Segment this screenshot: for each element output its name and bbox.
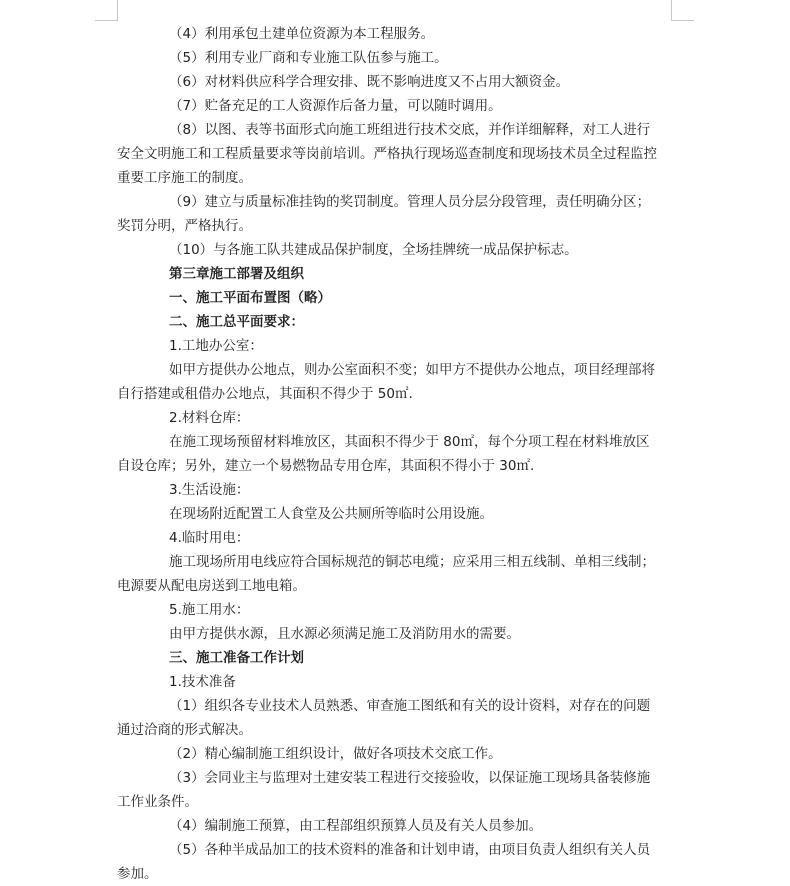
paragraph-line: （4）编制施工预算，由工程部组织预算人员及有关人员参加。 [169, 818, 543, 834]
paragraph-line: （10）与各施工队共建成品保护制度，全场挂牌统一成品保护标志。 [169, 242, 578, 258]
paragraph-line: 工作业条件。 [117, 794, 198, 810]
section-heading: 三、施工准备工作计划 [169, 650, 304, 666]
paragraph-line: 自设仓库；另外，建立一个易燃物品专用仓库，其面积不得小于 30㎡. [117, 458, 535, 474]
paragraph-line: 在施工现场预留材料堆放区，其面积不得少于 80㎡，每个分项工程在材料堆放区 [169, 434, 650, 450]
paragraph-line: 通过洽商的形式解决。 [117, 722, 252, 738]
document-body [117, 22, 673, 886]
paragraph-line: （3）会同业主与监理对土建安装工程进行交接验收，以保证施工现场具备装修施 [169, 770, 651, 786]
subsection-heading: 1.工地办公室： [169, 338, 263, 354]
subsection-heading: 2.材料仓库： [169, 410, 250, 426]
subsection-heading: 1.技术准备 [169, 674, 236, 690]
paragraph-line: 奖罚分明，严格执行。 [117, 218, 252, 234]
paragraph-line: （5）各种半成品加工的技术资料的准备和计划申请，由项目负责人组织有关人员 [169, 842, 651, 858]
paragraph-line: 由甲方提供水源，且水源必须满足施工及消防用水的需要。 [169, 626, 520, 642]
paragraph-line: 参加。 [117, 866, 158, 882]
paragraph-line: （7）贮备充足的工人资源作后备力量，可以随时调用。 [169, 98, 502, 114]
chapter-heading: 第三章施工部署及组织 [169, 266, 304, 282]
page-corner-mark-left [95, 0, 118, 21]
paragraph-line: （9）建立与质量标准挂钩的奖罚制度。管理人员分层分段管理，责任明确分区； [169, 194, 651, 210]
section-heading: 一、施工平面布置图（略） [169, 290, 331, 306]
paragraph-line: 安全文明施工和工程质量要求等岗前培训。严格执行现场巡查制度和现场技术员全过程监控 [117, 146, 657, 162]
paragraph-line: （2）精心编制施工组织设计，做好各项技术交底工作。 [169, 746, 502, 762]
paragraph-line: （1）组织各专业技术人员熟悉、审查施工图纸和有关的设计资料，对存在的问题 [169, 698, 651, 714]
paragraph-line: 自行搭建或租借办公地点，其面积不得少于 50㎡. [117, 386, 413, 402]
paragraph-line: 重要工序施工的制度。 [117, 170, 252, 186]
paragraph-line: 如甲方提供办公地点，则办公室面积不变；如甲方不提供办公地点，项目经理部将 [169, 362, 655, 378]
paragraph-line: （4）利用承包土建单位资源为本工程服务。 [169, 26, 435, 42]
paragraph-line: 电源要从配电房送到工地电箱。 [117, 578, 306, 594]
paragraph-line: （8）以图、表等书面形式向施工班组进行技术交底，并作详细解释，对工人进行 [169, 122, 651, 138]
paragraph-line: 施工现场所用电线应符合国标规范的铜芯电缆；应采用三相五线制、单相三线制； [169, 554, 655, 570]
paragraph-line: （6）对材料供应科学合理安排、既不影响进度又不占用大额资金。 [169, 74, 570, 90]
subsection-heading: 5.施工用水： [169, 602, 250, 618]
paragraph-line: 在现场附近配置工人食堂及公共厕所等临时公用设施。 [169, 506, 493, 522]
paragraph-line: （5）利用专业厂商和专业施工队伍参与施工。 [169, 50, 448, 66]
section-heading: 二、施工总平面要求： [169, 314, 304, 330]
subsection-heading: 3.生活设施： [169, 482, 250, 498]
page-corner-mark-right [671, 0, 694, 21]
subsection-heading: 4.临时用电： [169, 530, 250, 546]
